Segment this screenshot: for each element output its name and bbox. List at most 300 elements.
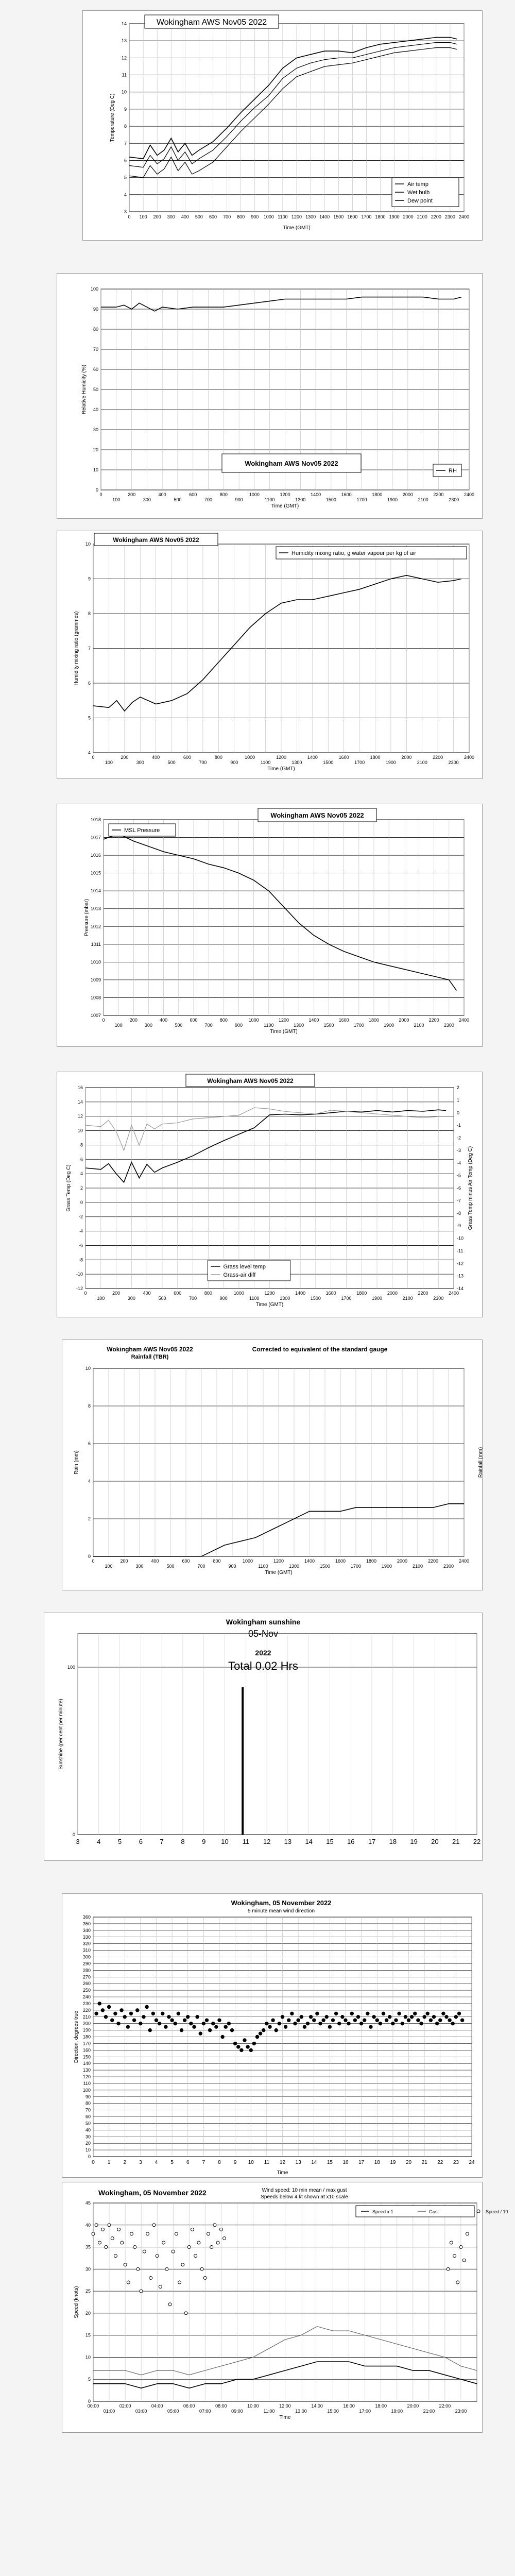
data-point xyxy=(213,2224,216,2227)
x-tick-label: 1600 xyxy=(338,1018,349,1023)
data-point xyxy=(341,2015,344,2019)
data-point xyxy=(127,2281,130,2284)
data-point xyxy=(287,2019,290,2022)
x-tick-label: 21 xyxy=(452,1838,460,1845)
data-point xyxy=(180,2028,183,2031)
x-axis-label: Time (GMT) xyxy=(267,766,295,772)
chart-title: Wokingham AWS Nov05 2022 xyxy=(245,460,338,467)
x-tick-label: 11 xyxy=(242,1838,250,1845)
y-tick-label: 190 xyxy=(82,2027,91,2033)
data-point xyxy=(309,2015,312,2019)
y-tick-label: 270 xyxy=(82,1974,91,1980)
data-point xyxy=(249,2048,252,2052)
data-point xyxy=(252,2042,255,2045)
x-tick-label: 10 xyxy=(221,1838,229,1845)
y-tick-label: 140 xyxy=(82,2061,91,2066)
data-point xyxy=(124,2263,127,2266)
y-tick-label: 30 xyxy=(85,2134,91,2140)
x-tick-label: 2 xyxy=(123,2160,127,2165)
data-point xyxy=(423,2015,426,2019)
x-tick-label: 2100 xyxy=(414,1023,424,1028)
data-point xyxy=(306,2022,309,2025)
x-tick-label: 7 xyxy=(160,1838,164,1845)
x-axis-label: Time (GMT) xyxy=(270,1029,298,1035)
x-tick-label: 700 xyxy=(204,497,213,502)
y-tick-label: 12 xyxy=(77,1113,83,1119)
y-tick-label: 90 xyxy=(85,2094,91,2099)
x-tick-label: 500 xyxy=(174,497,182,502)
y-tick-label: 15 xyxy=(85,2332,91,2338)
x-tick-label: 900 xyxy=(230,760,238,765)
data-point xyxy=(316,2012,319,2015)
data-point xyxy=(165,2267,168,2270)
x-tick-label: 13:00 xyxy=(295,2409,307,2414)
x-tick-label: 2200 xyxy=(418,1291,428,1296)
x-tick-label: 1800 xyxy=(375,214,386,219)
data-point xyxy=(146,2232,149,2235)
x-tick-label: 2200 xyxy=(427,1558,439,1564)
x-tick-label: 800 xyxy=(213,1558,221,1564)
y-right-tick-label: -11 xyxy=(457,1248,464,1253)
y-tick-label: 10 xyxy=(85,2147,91,2153)
data-point xyxy=(278,2022,281,2025)
y-tick-label: 360 xyxy=(82,1914,91,1920)
data-point xyxy=(350,2012,353,2015)
data-point xyxy=(466,2232,469,2235)
x-tick-label: 1200 xyxy=(291,214,302,219)
x-tick-label: 7 xyxy=(202,2160,205,2165)
x-tick-label: 08:00 xyxy=(215,2403,227,2409)
data-point xyxy=(227,2022,230,2025)
wind-direction-chart-panel xyxy=(62,1893,483,2178)
y-tick-label: 1012 xyxy=(90,924,101,929)
data-point xyxy=(168,2303,171,2306)
data-point xyxy=(129,2012,132,2015)
x-tick-label: 1600 xyxy=(338,755,349,760)
y-tick-label: 8 xyxy=(80,1142,83,1148)
x-tick-label: 0 xyxy=(128,214,131,219)
temperature-chart xyxy=(83,11,482,240)
data-point xyxy=(451,2022,454,2025)
data-point xyxy=(237,2045,240,2048)
humidity-chart xyxy=(57,274,482,518)
y-tick-label: 1015 xyxy=(90,870,101,876)
x-tick-label: 500 xyxy=(167,760,176,765)
y-tick-label: 0 xyxy=(80,1199,83,1205)
x-tick-label: 1800 xyxy=(366,1558,377,1564)
data-point xyxy=(126,2025,129,2028)
chart-title: Wokingham sunshine xyxy=(226,1618,301,1626)
x-tick-label: 4 xyxy=(97,1838,101,1845)
y-tick-label: 6 xyxy=(80,1157,83,1162)
y-tick-label: 50 xyxy=(93,387,98,392)
x-tick-label: 700 xyxy=(197,1564,205,1569)
x-tick-label: 600 xyxy=(174,1291,182,1296)
data-point xyxy=(205,2019,208,2022)
y-tick-label: 1014 xyxy=(90,888,101,894)
rainfall-chart-panel xyxy=(62,1340,483,1590)
y-tick-label: 90 xyxy=(93,307,98,312)
data-point xyxy=(448,2019,451,2022)
y-tick-label: 330 xyxy=(82,1934,91,1940)
data-point xyxy=(95,2012,98,2015)
y-tick-label: 6 xyxy=(124,158,127,163)
data-point xyxy=(215,2025,218,2028)
data-point xyxy=(414,2012,417,2015)
temperature-chart-panel xyxy=(82,10,483,241)
x-tick-label: 700 xyxy=(223,214,231,219)
data-point xyxy=(325,2015,328,2019)
data-point xyxy=(114,2012,117,2015)
y-tick-label: 1011 xyxy=(91,941,101,947)
legend-label: Wet bulb xyxy=(407,190,430,196)
x-tick-label: 2400 xyxy=(448,1291,459,1296)
data-point xyxy=(281,2015,284,2019)
x-tick-label: 13 xyxy=(295,2160,301,2165)
y-tick-label: 20 xyxy=(85,2310,91,2316)
x-tick-label: 900 xyxy=(235,497,243,502)
y-tick-label: 35 xyxy=(85,2244,91,2250)
x-tick-label: 700 xyxy=(204,1023,213,1028)
x-tick-label: 1200 xyxy=(264,1291,275,1296)
x-tick-label: 2100 xyxy=(417,760,427,765)
y-tick-label: 40 xyxy=(85,2222,91,2228)
data-point xyxy=(158,2022,161,2025)
y-right-tick-label: -8 xyxy=(457,1210,461,1216)
x-tick-label: 1400 xyxy=(311,492,321,497)
chart-title: Wokingham, 05 November 2022 xyxy=(98,2189,207,2197)
x-tick-label: 600 xyxy=(189,492,197,497)
y-tick-label: 80 xyxy=(85,2100,91,2106)
x-tick-label: 0 xyxy=(92,1558,95,1564)
data-point xyxy=(171,2250,175,2253)
wind-speed-chart-panel xyxy=(62,2182,508,2433)
data-point xyxy=(161,2012,164,2015)
data-point xyxy=(207,2232,210,2235)
x-tick-label: 2100 xyxy=(418,497,428,502)
data-point xyxy=(170,2019,174,2022)
y-axis-label: Humidity mixing ratio (grammes) xyxy=(74,611,79,686)
data-point xyxy=(259,2032,262,2035)
title-box xyxy=(94,533,218,546)
data-point xyxy=(385,2019,388,2022)
data-point xyxy=(290,2012,294,2015)
y-tick-label: -6 xyxy=(78,1243,83,1248)
x-tick-label: 09:00 xyxy=(231,2409,243,2414)
x-tick-label: 800 xyxy=(219,492,228,497)
y-tick-label: 4 xyxy=(88,1479,91,1484)
x-tick-label: 600 xyxy=(209,214,217,219)
y-right-tick-label: -9 xyxy=(457,1223,461,1229)
y-tick-label: 40 xyxy=(85,2127,91,2133)
data-point xyxy=(187,2246,191,2249)
y-tick-label: 350 xyxy=(82,1921,91,1926)
x-tick-label: 1100 xyxy=(265,497,275,502)
data-point xyxy=(177,2012,180,2015)
y-tick-label: 320 xyxy=(82,1941,91,1946)
y-tick-label: 10 xyxy=(85,1366,91,1371)
x-tick-label: 20 xyxy=(431,1838,439,1845)
x-tick-label: 100 xyxy=(105,760,113,765)
x-tick-label: 22 xyxy=(473,1838,481,1845)
x-tick-label: 400 xyxy=(158,492,166,497)
x-tick-label: 1200 xyxy=(276,755,287,760)
x-tick-label: 16:00 xyxy=(343,2403,355,2409)
grass-temp-chart xyxy=(57,1072,482,1317)
y-tick-label: 6 xyxy=(88,1441,91,1446)
data-point xyxy=(132,2019,135,2022)
data-point xyxy=(439,2019,442,2022)
x-axis-label: Time (GMT) xyxy=(255,1302,284,1308)
data-point xyxy=(107,2005,110,2008)
y-tick-label: 1013 xyxy=(90,906,101,911)
x-tick-label: 100 xyxy=(112,497,121,502)
data-point xyxy=(297,2019,300,2022)
y-tick-label: 6 xyxy=(88,681,91,686)
legend xyxy=(433,464,461,477)
x-tick-label: 19 xyxy=(390,2160,396,2165)
data-point xyxy=(453,2255,456,2258)
data-point xyxy=(152,2224,156,2227)
legend-label: Grass-air diff xyxy=(223,1272,256,1278)
x-tick-label: 1700 xyxy=(356,497,367,502)
x-tick-label: 18 xyxy=(374,2160,380,2165)
data-point xyxy=(391,2022,394,2025)
x-tick-label: 0 xyxy=(99,492,102,497)
x-tick-label: 2000 xyxy=(399,1018,409,1023)
y-axis-label: Rain (mm) xyxy=(74,1450,79,1475)
data-point xyxy=(123,2015,126,2019)
y-right-tick-label: -6 xyxy=(457,1185,461,1191)
data-point xyxy=(154,2019,158,2022)
y-tick-label: 0 xyxy=(88,1554,91,1559)
data-point xyxy=(344,2019,347,2022)
y-right-tick-label: -5 xyxy=(457,1173,461,1178)
x-tick-label: 1500 xyxy=(319,1564,331,1569)
x-tick-label: 24 xyxy=(469,2160,475,2165)
x-tick-label: 1900 xyxy=(389,214,400,219)
x-tick-label: 300 xyxy=(167,214,175,219)
y-axis-label: Temperature (Deg C) xyxy=(110,93,115,142)
x-tick-label: 1500 xyxy=(323,1023,334,1028)
legend-label: MSL Pressure xyxy=(124,827,160,834)
y-tick-label: -12 xyxy=(76,1286,83,1291)
x-tick-label: 2300 xyxy=(449,497,459,502)
chart-title: Wokingham AWS Nov05 2022 xyxy=(107,1346,193,1353)
x-tick-label: 1100 xyxy=(258,1564,268,1569)
data-point xyxy=(230,2028,233,2031)
title-box xyxy=(186,1074,315,1087)
data-point xyxy=(319,2022,322,2025)
data-point xyxy=(265,2022,268,2025)
y-tick-label: 150 xyxy=(82,2054,91,2060)
x-tick-label: 2400 xyxy=(458,214,470,219)
data-point xyxy=(210,2246,213,2249)
x-tick-label: 1300 xyxy=(288,1564,300,1569)
y-tick-label: 280 xyxy=(82,1968,91,1973)
legend-label: Speed / 10 xyxy=(486,2209,508,2214)
y-right-tick-label: -14 xyxy=(457,1286,464,1291)
x-tick-label: 2300 xyxy=(448,760,459,765)
data-point xyxy=(133,2246,136,2249)
x-tick-label: 400 xyxy=(160,1018,168,1023)
data-point xyxy=(219,2228,222,2231)
y-tick-label: 290 xyxy=(82,1961,91,1967)
y-right-tick-label: -3 xyxy=(457,1147,461,1153)
x-tick-label: 05:00 xyxy=(167,2409,179,2414)
x-tick-label: 1700 xyxy=(341,1296,352,1301)
x-tick-label: 100 xyxy=(105,1564,113,1569)
data-point xyxy=(426,2012,429,2015)
x-tick-label: 900 xyxy=(219,1296,228,1301)
data-point xyxy=(240,2048,243,2052)
data-point xyxy=(197,2241,200,2244)
x-tick-label: 2400 xyxy=(458,1558,470,1564)
x-tick-label: 2300 xyxy=(444,214,455,219)
y-tick-label: 9 xyxy=(88,576,91,582)
data-point xyxy=(95,2224,98,2227)
chart-annotation: Corrected to equivalent of the standard gauge xyxy=(252,1346,388,1353)
y-tick-label: 230 xyxy=(82,2001,91,2006)
data-point xyxy=(454,2015,457,2019)
y-tick-label: 10 xyxy=(77,1128,83,1133)
x-tick-label: 2400 xyxy=(458,1018,470,1023)
x-tick-label: 22 xyxy=(437,2160,443,2165)
x-tick-label: 13 xyxy=(284,1838,292,1845)
y-tick-label: 0 xyxy=(88,2399,91,2404)
x-tick-label: 1600 xyxy=(325,1291,336,1296)
data-point xyxy=(98,2002,101,2005)
x-tick-label: 9 xyxy=(233,2160,237,2165)
data-point xyxy=(145,2005,148,2008)
y-tick-label: 200 xyxy=(82,2021,91,2026)
legend-label: Speed x 1 xyxy=(372,2209,393,2214)
y-tick-label: 10 xyxy=(93,467,98,472)
data-point xyxy=(218,2019,221,2022)
data-point xyxy=(359,2022,363,2025)
y-tick-label: 10 xyxy=(121,89,127,95)
data-point xyxy=(284,2025,287,2028)
x-tick-label: 20:00 xyxy=(407,2403,419,2409)
title-box xyxy=(258,808,376,822)
x-tick-label: 23:00 xyxy=(455,2409,467,2414)
y-tick-label: 13 xyxy=(121,38,127,44)
data-point xyxy=(372,2015,375,2019)
x-tick-label: 8 xyxy=(218,2160,221,2165)
data-point xyxy=(111,2019,114,2022)
x-tick-label: 100 xyxy=(139,214,147,219)
y-tick-label: 30 xyxy=(85,2266,91,2272)
legend xyxy=(208,1260,290,1281)
x-tick-label: 1500 xyxy=(310,1296,321,1301)
x-tick-label: 14 xyxy=(305,1838,313,1845)
x-tick-label: 2300 xyxy=(443,1023,454,1028)
y-tick-label: 14 xyxy=(77,1099,83,1105)
data-point xyxy=(142,2015,145,2019)
y-tick-label: 1008 xyxy=(90,995,101,1001)
legend xyxy=(276,547,467,559)
pressure-chart xyxy=(57,804,482,1046)
x-tick-label: 12:00 xyxy=(279,2403,291,2409)
x-tick-label: 1900 xyxy=(385,760,396,765)
x-axis-label: Time xyxy=(277,2170,288,2176)
y-tick-label: 10 xyxy=(85,541,91,547)
x-tick-label: 17 xyxy=(368,1838,376,1845)
title-box xyxy=(222,454,361,472)
y-tick-label: 50 xyxy=(85,2121,91,2126)
x-tick-label: 1100 xyxy=(264,1023,274,1028)
y-axis-label: Speed (knots) xyxy=(74,2286,79,2318)
y-tick-label: 9 xyxy=(124,106,127,112)
data-point xyxy=(184,2312,187,2315)
data-point xyxy=(456,2281,459,2284)
y-tick-label: 70 xyxy=(93,347,98,352)
data-point xyxy=(114,2255,117,2258)
data-point xyxy=(216,2241,219,2244)
x-tick-label: 2300 xyxy=(433,1296,444,1301)
x-tick-label: 2000 xyxy=(402,492,413,497)
x-tick-label: 12 xyxy=(279,2160,286,2165)
y-right-tick-label: -13 xyxy=(457,1273,464,1279)
data-point xyxy=(313,2019,316,2022)
data-point xyxy=(255,2035,259,2038)
grass-temp-chart-panel xyxy=(57,1072,483,1317)
y-tick-label: 160 xyxy=(82,2047,91,2053)
x-tick-label: 1800 xyxy=(370,755,381,760)
y-tick-label: 0 xyxy=(95,487,98,493)
y-tick-label: 7 xyxy=(88,646,91,651)
x-tick-label: 9 xyxy=(202,1838,206,1845)
y-tick-label: 7 xyxy=(124,141,127,146)
x-tick-label: 1800 xyxy=(368,1018,380,1023)
y-tick-label: 5 xyxy=(88,2377,91,2382)
x-tick-label: 19 xyxy=(410,1838,418,1845)
legend-label: Humidity mixing ratio, g water vapour per kg of air xyxy=(291,550,417,556)
data-point xyxy=(104,2015,107,2019)
chart-total-label: Total 0.02 Hrs xyxy=(228,1659,298,1672)
x-tick-label: 21:00 xyxy=(423,2409,435,2414)
x-tick-label: 600 xyxy=(183,755,192,760)
x-tick-label: 2400 xyxy=(464,492,475,497)
x-tick-label: 1500 xyxy=(325,497,336,502)
x-tick-label: 04:00 xyxy=(151,2403,163,2409)
data-point xyxy=(445,2015,448,2019)
data-point xyxy=(420,2022,423,2025)
data-point xyxy=(105,2246,108,2249)
x-tick-label: 02:00 xyxy=(119,2403,131,2409)
y-tick-label: 310 xyxy=(82,1947,91,1953)
x-axis-label: Time (GMT) xyxy=(265,1570,293,1575)
x-tick-label: 2100 xyxy=(402,1296,413,1301)
x-tick-label: 800 xyxy=(214,755,222,760)
x-tick-label: 6 xyxy=(186,2160,190,2165)
x-tick-label: 1300 xyxy=(295,497,306,502)
y-tick-label: 16 xyxy=(77,1085,83,1090)
x-tick-label: 100 xyxy=(97,1296,105,1301)
x-tick-label: 0 xyxy=(102,1018,105,1023)
x-tick-label: 300 xyxy=(143,497,151,502)
data-point xyxy=(167,2015,170,2019)
legend xyxy=(109,824,176,836)
x-tick-label: 500 xyxy=(195,214,203,219)
mixing-ratio-chart xyxy=(57,531,482,778)
x-tick-label: 15 xyxy=(326,1838,334,1845)
x-tick-label: 200 xyxy=(129,1018,138,1023)
x-tick-label: 300 xyxy=(135,1564,144,1569)
data-point xyxy=(193,2025,196,2028)
y-tick-label: 0 xyxy=(72,1832,75,1837)
data-point xyxy=(407,2019,410,2022)
